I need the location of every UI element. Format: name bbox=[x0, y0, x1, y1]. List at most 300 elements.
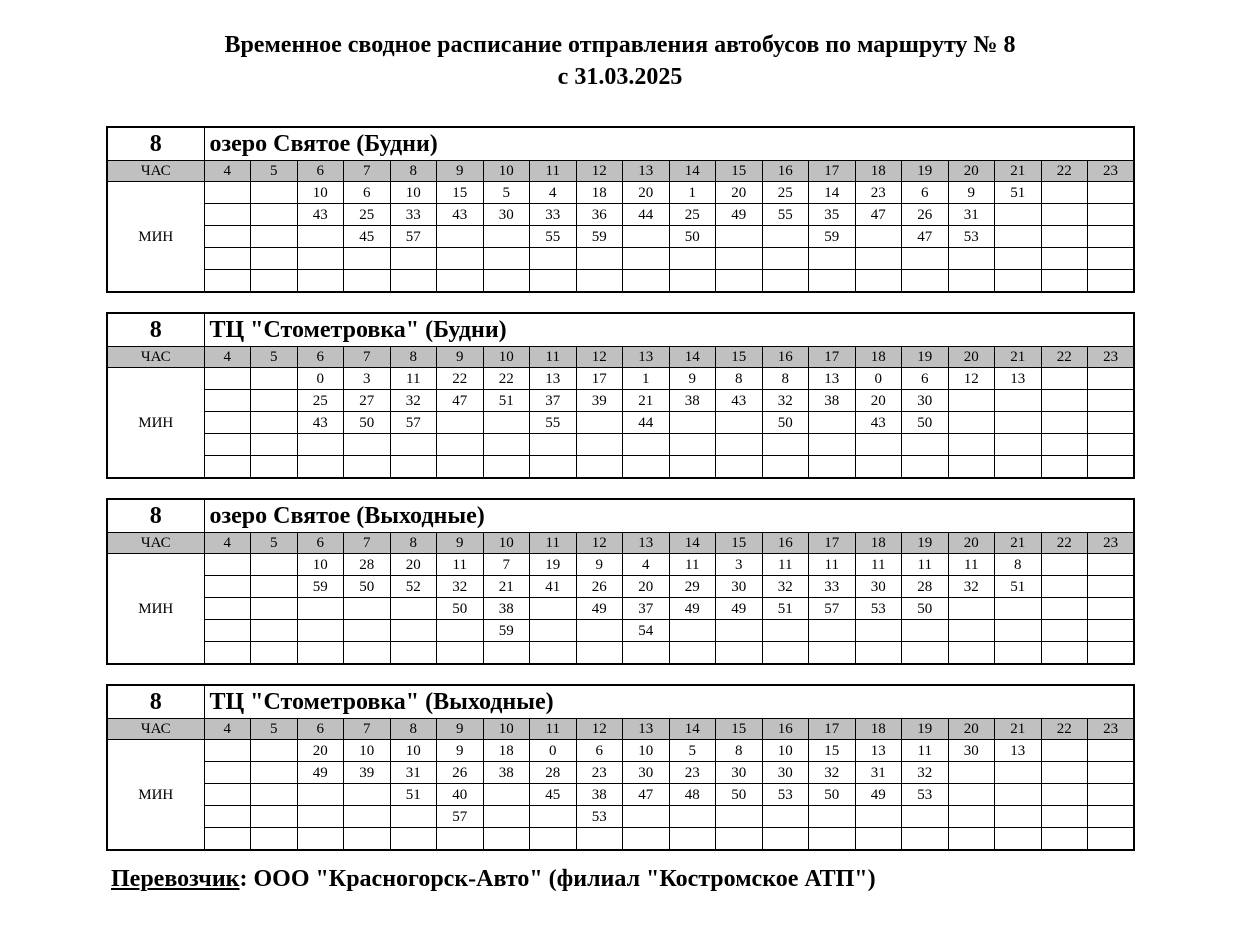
minute-cell bbox=[995, 620, 1042, 642]
hour-cell: 11 bbox=[530, 161, 577, 182]
minute-row bbox=[107, 390, 1134, 412]
hour-cell: 17 bbox=[809, 533, 856, 554]
minute-cell bbox=[716, 620, 763, 642]
minute-cell bbox=[809, 412, 856, 434]
hour-cell: 12 bbox=[576, 347, 623, 368]
minute-cell bbox=[716, 456, 763, 479]
minute-cell: 10 bbox=[344, 740, 391, 762]
minute-cell: 8 bbox=[716, 740, 763, 762]
minute-cell: 32 bbox=[809, 762, 856, 784]
minute-cell bbox=[855, 248, 902, 270]
minute-cell bbox=[437, 620, 484, 642]
minute-cell bbox=[530, 434, 577, 456]
minute-cell: 32 bbox=[902, 762, 949, 784]
hour-cell: 18 bbox=[855, 347, 902, 368]
minute-cell bbox=[716, 226, 763, 248]
minute-cell bbox=[483, 434, 530, 456]
minute-cell: 27 bbox=[344, 390, 391, 412]
minute-cell bbox=[251, 806, 298, 828]
minute-cell: 20 bbox=[623, 576, 670, 598]
minute-cell bbox=[297, 248, 344, 270]
minute-label: МИН bbox=[107, 182, 204, 293]
minute-cell bbox=[530, 270, 577, 293]
minute-cell bbox=[809, 828, 856, 851]
hour-cell: 6 bbox=[297, 533, 344, 554]
minute-cell bbox=[483, 270, 530, 293]
minute-cell: 35 bbox=[809, 204, 856, 226]
minute-cell: 12 bbox=[948, 368, 995, 390]
minute-cell bbox=[855, 806, 902, 828]
minute-cell bbox=[716, 248, 763, 270]
minute-cell bbox=[1041, 182, 1088, 204]
minute-cell bbox=[204, 598, 251, 620]
minute-cell: 32 bbox=[390, 390, 437, 412]
minute-cell: 51 bbox=[390, 784, 437, 806]
minute-cell bbox=[390, 598, 437, 620]
minute-cell bbox=[204, 182, 251, 204]
minute-cell bbox=[251, 762, 298, 784]
hour-cell: 20 bbox=[948, 347, 995, 368]
hour-cell: 18 bbox=[855, 533, 902, 554]
minute-cell bbox=[762, 226, 809, 248]
minute-cell bbox=[1041, 456, 1088, 479]
minute-cell: 25 bbox=[297, 390, 344, 412]
minute-cell bbox=[576, 620, 623, 642]
minute-cell: 49 bbox=[669, 598, 716, 620]
minute-cell bbox=[204, 456, 251, 479]
minute-cell bbox=[251, 226, 298, 248]
minute-cell bbox=[251, 620, 298, 642]
minute-cell bbox=[995, 270, 1042, 293]
minute-cell: 8 bbox=[995, 554, 1042, 576]
minute-cell bbox=[809, 270, 856, 293]
minute-cell: 47 bbox=[623, 784, 670, 806]
hour-cell: 16 bbox=[762, 161, 809, 182]
minute-cell bbox=[995, 806, 1042, 828]
hour-cell: 9 bbox=[437, 347, 484, 368]
hour-cell: 13 bbox=[623, 533, 670, 554]
minute-cell: 41 bbox=[530, 576, 577, 598]
hour-cell: 13 bbox=[623, 347, 670, 368]
minute-cell bbox=[995, 456, 1042, 479]
minute-cell: 30 bbox=[716, 762, 763, 784]
minute-cell bbox=[251, 456, 298, 479]
minute-cell bbox=[809, 434, 856, 456]
minute-cell bbox=[669, 456, 716, 479]
minute-cell bbox=[1041, 434, 1088, 456]
minute-cell: 22 bbox=[437, 368, 484, 390]
minute-cell bbox=[297, 620, 344, 642]
hour-cell: 9 bbox=[437, 161, 484, 182]
carrier-label: Перевозчик bbox=[111, 866, 240, 892]
minute-cell bbox=[902, 456, 949, 479]
hour-cell: 21 bbox=[995, 719, 1042, 740]
minute-cell bbox=[855, 642, 902, 665]
minute-cell: 11 bbox=[902, 740, 949, 762]
minute-cell: 55 bbox=[530, 412, 577, 434]
minute-cell: 49 bbox=[576, 598, 623, 620]
minute-cell: 53 bbox=[855, 598, 902, 620]
minute-cell bbox=[948, 784, 995, 806]
minute-cell: 25 bbox=[762, 182, 809, 204]
minute-cell: 10 bbox=[623, 740, 670, 762]
minute-cell bbox=[576, 248, 623, 270]
minute-cell: 32 bbox=[762, 576, 809, 598]
minute-cell: 50 bbox=[902, 412, 949, 434]
minute-cell bbox=[716, 412, 763, 434]
minute-cell: 26 bbox=[576, 576, 623, 598]
minute-cell: 50 bbox=[809, 784, 856, 806]
minute-row bbox=[107, 434, 1134, 456]
minute-cell: 54 bbox=[623, 620, 670, 642]
stop-name: озеро Святое (Выходные) bbox=[204, 499, 1134, 533]
minute-cell bbox=[902, 248, 949, 270]
minute-cell: 9 bbox=[576, 554, 623, 576]
minute-cell: 48 bbox=[669, 784, 716, 806]
minute-cell: 32 bbox=[762, 390, 809, 412]
minute-cell: 53 bbox=[576, 806, 623, 828]
minute-cell bbox=[809, 620, 856, 642]
hour-cell: 22 bbox=[1041, 161, 1088, 182]
minute-cell bbox=[530, 806, 577, 828]
minute-cell bbox=[762, 248, 809, 270]
minute-cell: 51 bbox=[995, 576, 1042, 598]
minute-cell: 7 bbox=[483, 554, 530, 576]
hour-cell: 23 bbox=[1088, 161, 1135, 182]
minute-cell bbox=[1088, 762, 1135, 784]
minute-cell bbox=[344, 828, 391, 851]
minute-cell: 45 bbox=[344, 226, 391, 248]
minute-cell: 6 bbox=[902, 368, 949, 390]
hour-cell: 23 bbox=[1088, 347, 1135, 368]
minute-cell bbox=[995, 390, 1042, 412]
minute-cell bbox=[576, 456, 623, 479]
minute-cell bbox=[204, 368, 251, 390]
hour-cell: 5 bbox=[251, 719, 298, 740]
minute-cell bbox=[948, 642, 995, 665]
minute-cell: 25 bbox=[344, 204, 391, 226]
minute-cell: 29 bbox=[669, 576, 716, 598]
minute-cell bbox=[297, 598, 344, 620]
minute-cell bbox=[669, 806, 716, 828]
minute-cell bbox=[344, 642, 391, 665]
schedule-table bbox=[106, 684, 1135, 851]
minute-cell bbox=[995, 762, 1042, 784]
minute-cell bbox=[204, 226, 251, 248]
hour-label: ЧАС bbox=[107, 347, 204, 368]
minute-cell bbox=[762, 642, 809, 665]
minute-cell: 28 bbox=[344, 554, 391, 576]
minute-cell bbox=[251, 434, 298, 456]
minute-cell bbox=[855, 226, 902, 248]
minute-cell bbox=[344, 270, 391, 293]
hour-cell: 16 bbox=[762, 719, 809, 740]
minute-cell bbox=[483, 248, 530, 270]
minute-cell bbox=[995, 642, 1042, 665]
minute-cell: 43 bbox=[297, 204, 344, 226]
minute-cell: 11 bbox=[855, 554, 902, 576]
minute-cell: 59 bbox=[576, 226, 623, 248]
minute-cell bbox=[344, 784, 391, 806]
minute-cell bbox=[948, 828, 995, 851]
minute-cell bbox=[902, 642, 949, 665]
minute-row bbox=[107, 412, 1134, 434]
route-number: 8 bbox=[107, 127, 204, 161]
minute-cell: 5 bbox=[669, 740, 716, 762]
minute-cell bbox=[809, 248, 856, 270]
hour-cell: 13 bbox=[623, 719, 670, 740]
minute-cell: 3 bbox=[716, 554, 763, 576]
hour-cell: 19 bbox=[902, 161, 949, 182]
minute-cell: 13 bbox=[530, 368, 577, 390]
minute-row bbox=[107, 784, 1134, 806]
hour-cell: 19 bbox=[902, 719, 949, 740]
minute-cell bbox=[948, 248, 995, 270]
minute-cell bbox=[716, 434, 763, 456]
minute-cell bbox=[948, 806, 995, 828]
minute-row bbox=[107, 270, 1134, 293]
minute-cell: 37 bbox=[623, 598, 670, 620]
stop-name: ТЦ "Стометровка" (Выходные) bbox=[204, 685, 1134, 719]
minute-cell: 40 bbox=[437, 784, 484, 806]
minute-cell: 36 bbox=[576, 204, 623, 226]
route-number: 8 bbox=[107, 313, 204, 347]
minute-cell: 10 bbox=[762, 740, 809, 762]
minute-cell: 53 bbox=[762, 784, 809, 806]
minute-row bbox=[107, 554, 1134, 576]
minute-cell bbox=[297, 784, 344, 806]
minute-cell bbox=[390, 248, 437, 270]
minute-cell: 31 bbox=[855, 762, 902, 784]
minute-cell bbox=[995, 784, 1042, 806]
minute-cell bbox=[762, 806, 809, 828]
minute-cell bbox=[297, 226, 344, 248]
minute-cell bbox=[1088, 204, 1135, 226]
minute-cell bbox=[1041, 828, 1088, 851]
minute-cell bbox=[1088, 456, 1135, 479]
minute-cell bbox=[995, 204, 1042, 226]
minute-cell: 33 bbox=[390, 204, 437, 226]
minute-cell bbox=[716, 642, 763, 665]
minute-cell bbox=[623, 248, 670, 270]
minute-cell bbox=[437, 828, 484, 851]
hour-label: ЧАС bbox=[107, 533, 204, 554]
minute-cell: 17 bbox=[576, 368, 623, 390]
minute-cell: 22 bbox=[483, 368, 530, 390]
hour-cell: 7 bbox=[344, 533, 391, 554]
minute-cell bbox=[948, 598, 995, 620]
hour-cell: 16 bbox=[762, 347, 809, 368]
minute-cell: 10 bbox=[390, 740, 437, 762]
minute-cell bbox=[204, 806, 251, 828]
minute-cell bbox=[1088, 368, 1135, 390]
hour-cell: 4 bbox=[204, 347, 251, 368]
minute-cell bbox=[948, 412, 995, 434]
minute-cell: 0 bbox=[855, 368, 902, 390]
hour-cell: 7 bbox=[344, 719, 391, 740]
minute-row bbox=[107, 226, 1134, 248]
minute-cell bbox=[762, 620, 809, 642]
minute-cell bbox=[390, 806, 437, 828]
minute-row bbox=[107, 248, 1134, 270]
minute-label: МИН bbox=[107, 368, 204, 479]
minute-cell: 38 bbox=[576, 784, 623, 806]
minute-cell bbox=[204, 434, 251, 456]
minute-cell: 59 bbox=[483, 620, 530, 642]
hour-cell: 12 bbox=[576, 161, 623, 182]
hour-cell: 20 bbox=[948, 533, 995, 554]
minute-cell bbox=[1041, 412, 1088, 434]
minute-cell bbox=[390, 270, 437, 293]
minute-cell: 49 bbox=[716, 598, 763, 620]
minute-cell: 13 bbox=[809, 368, 856, 390]
minute-cell bbox=[623, 226, 670, 248]
minute-cell bbox=[1041, 204, 1088, 226]
minute-cell bbox=[1041, 598, 1088, 620]
hour-cell: 10 bbox=[483, 533, 530, 554]
minute-cell bbox=[251, 270, 298, 293]
minute-cell bbox=[1041, 784, 1088, 806]
minute-cell: 51 bbox=[762, 598, 809, 620]
minute-cell bbox=[204, 828, 251, 851]
minute-cell bbox=[344, 806, 391, 828]
minute-cell: 45 bbox=[530, 784, 577, 806]
minute-cell bbox=[669, 642, 716, 665]
minute-cell: 38 bbox=[809, 390, 856, 412]
hour-cell: 8 bbox=[390, 161, 437, 182]
minute-cell: 4 bbox=[623, 554, 670, 576]
minute-cell bbox=[530, 598, 577, 620]
hour-cell: 12 bbox=[576, 533, 623, 554]
hour-cell: 21 bbox=[995, 347, 1042, 368]
minute-cell bbox=[251, 204, 298, 226]
minute-cell bbox=[437, 248, 484, 270]
minute-cell: 32 bbox=[437, 576, 484, 598]
minute-cell bbox=[204, 762, 251, 784]
minute-cell bbox=[1041, 806, 1088, 828]
minute-cell: 38 bbox=[483, 598, 530, 620]
minute-cell bbox=[483, 642, 530, 665]
hour-cell: 11 bbox=[530, 719, 577, 740]
minute-cell: 38 bbox=[483, 762, 530, 784]
minute-cell: 13 bbox=[995, 368, 1042, 390]
minute-cell: 6 bbox=[344, 182, 391, 204]
minute-cell: 9 bbox=[948, 182, 995, 204]
minute-cell: 11 bbox=[809, 554, 856, 576]
minute-cell bbox=[623, 456, 670, 479]
minute-row bbox=[107, 806, 1134, 828]
hour-cell: 15 bbox=[716, 161, 763, 182]
minute-cell: 15 bbox=[809, 740, 856, 762]
hour-cell: 17 bbox=[809, 347, 856, 368]
minute-cell: 1 bbox=[669, 182, 716, 204]
minute-cell bbox=[204, 248, 251, 270]
minute-cell bbox=[390, 620, 437, 642]
hour-cell: 10 bbox=[483, 161, 530, 182]
minute-cell: 57 bbox=[390, 412, 437, 434]
hour-cell: 19 bbox=[902, 533, 949, 554]
hour-label: ЧАС bbox=[107, 719, 204, 740]
minute-cell: 39 bbox=[576, 390, 623, 412]
minute-cell bbox=[669, 248, 716, 270]
minute-cell bbox=[1041, 368, 1088, 390]
hour-cell: 13 bbox=[623, 161, 670, 182]
hour-cell: 18 bbox=[855, 161, 902, 182]
route-number: 8 bbox=[107, 499, 204, 533]
hour-cell: 14 bbox=[669, 533, 716, 554]
minute-cell bbox=[483, 784, 530, 806]
minute-cell: 9 bbox=[669, 368, 716, 390]
minute-cell: 10 bbox=[297, 554, 344, 576]
minute-row bbox=[107, 204, 1134, 226]
minute-cell: 30 bbox=[948, 740, 995, 762]
minute-cell bbox=[1088, 390, 1135, 412]
minute-cell bbox=[948, 620, 995, 642]
minute-cell bbox=[948, 456, 995, 479]
minute-cell bbox=[251, 784, 298, 806]
minute-cell bbox=[1088, 412, 1135, 434]
minute-cell bbox=[297, 456, 344, 479]
minute-cell: 28 bbox=[902, 576, 949, 598]
hour-cell: 14 bbox=[669, 161, 716, 182]
minute-cell: 19 bbox=[530, 554, 577, 576]
minute-cell: 31 bbox=[390, 762, 437, 784]
minute-cell: 21 bbox=[623, 390, 670, 412]
minute-cell: 9 bbox=[437, 740, 484, 762]
minute-cell bbox=[251, 390, 298, 412]
minute-cell: 25 bbox=[669, 204, 716, 226]
minute-cell: 26 bbox=[902, 204, 949, 226]
minute-cell: 51 bbox=[995, 182, 1042, 204]
minute-cell: 50 bbox=[344, 412, 391, 434]
minute-cell bbox=[437, 412, 484, 434]
minute-cell bbox=[390, 456, 437, 479]
minute-cell: 20 bbox=[855, 390, 902, 412]
minute-cell bbox=[251, 642, 298, 665]
carrier-info bbox=[111, 864, 876, 894]
minute-cell bbox=[1088, 784, 1135, 806]
hour-cell: 5 bbox=[251, 533, 298, 554]
minute-cell bbox=[669, 434, 716, 456]
carrier-name: : ООО "Красногорск-Авто" (филиал "Костромское АТП") bbox=[239, 866, 876, 892]
hour-cell: 16 bbox=[762, 533, 809, 554]
minute-cell bbox=[1088, 598, 1135, 620]
minute-cell: 0 bbox=[530, 740, 577, 762]
minute-cell bbox=[902, 620, 949, 642]
minute-cell bbox=[1088, 182, 1135, 204]
minute-cell: 37 bbox=[530, 390, 577, 412]
minute-cell bbox=[716, 806, 763, 828]
minute-cell: 20 bbox=[623, 182, 670, 204]
minute-cell: 23 bbox=[669, 762, 716, 784]
minute-cell bbox=[1088, 434, 1135, 456]
minute-cell bbox=[855, 434, 902, 456]
minute-cell bbox=[948, 434, 995, 456]
hour-cell: 17 bbox=[809, 161, 856, 182]
minute-cell bbox=[948, 390, 995, 412]
minute-cell bbox=[855, 270, 902, 293]
hour-cell: 4 bbox=[204, 719, 251, 740]
hour-cell: 8 bbox=[390, 533, 437, 554]
minute-cell bbox=[948, 270, 995, 293]
minute-cell: 57 bbox=[437, 806, 484, 828]
minute-cell bbox=[530, 828, 577, 851]
minute-cell bbox=[483, 226, 530, 248]
minute-cell: 49 bbox=[855, 784, 902, 806]
minute-cell: 23 bbox=[576, 762, 623, 784]
minute-cell: 20 bbox=[716, 182, 763, 204]
minute-cell bbox=[1088, 554, 1135, 576]
